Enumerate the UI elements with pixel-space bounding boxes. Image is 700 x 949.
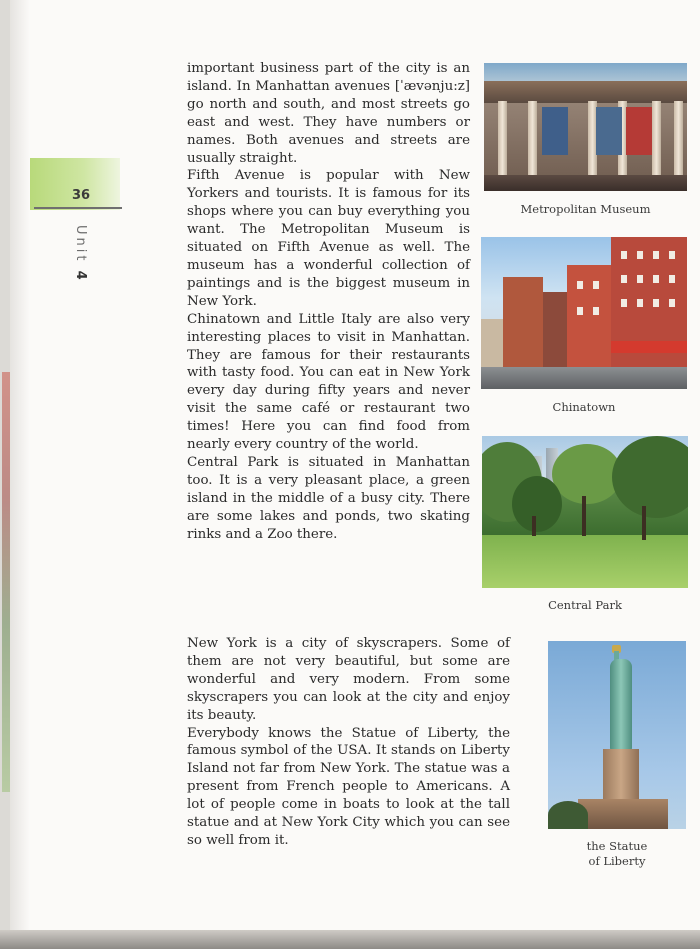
metropolitan-museum-caption: Metropolitan Museum — [520, 202, 651, 216]
paragraph-statue-of-liberty: Everybody knows the Statue of Liberty, the famous symbol of the USA. It stands on Liberty Island not far from New York. The statue was a present from French people to Americans. A lot of people come in boats to look at the tall statue and at New York City which you can see so well from it. — [187, 725, 510, 848]
paragraph-central-park: Central Park is situated in Manhattan too. It is a very pleasant place, a green island in the middle of a busy city. There are some lakes and ponds, two skating rinks and a Zoo there. — [187, 454, 470, 542]
edge-color-strip — [2, 372, 10, 792]
statue-of-liberty-photo — [548, 641, 686, 829]
metropolitan-museum-photo — [484, 63, 687, 191]
unit-word: Unit — [73, 225, 88, 264]
unit-number: 4 — [73, 270, 88, 283]
central-park-caption: Central Park — [548, 598, 622, 612]
statue-of-liberty-caption — [548, 839, 686, 869]
page-bottom-edge — [0, 930, 700, 949]
chinatown-caption: Chinatown — [552, 400, 616, 414]
tab-divider — [34, 207, 122, 209]
paragraph-skyscrapers: New York is a city of skyscrapers. Some of them are not very beautiful, but some are wonderful and very modern. From some skyscrapers you can look at the city and enjoy its beauty. — [187, 636, 510, 723]
paragraph-chinatown: Chinatown and Little Italy are also very interesting places to visit in Manhattan. They are famous for their restaurants with tasty food. You can eat in New York every day during fifty years and never visit the same café or restaurant two times! Here you can find food from nearly every country of the world. — [187, 311, 470, 453]
central-park-photo — [482, 436, 688, 588]
gutter-shadow — [10, 0, 30, 930]
paragraph-fifth-avenue: Fifth Avenue is popular with New Yorkers and tourists. It is famous for its shops where you can buy everything you want. The Metropolitan Museum is situated on Fifth Avenue as well. The museum has a wonderful collection of paintings and is the biggest museum in New York. — [187, 168, 470, 309]
main-text-wide — [187, 635, 510, 850]
liberty-caption-line-1: the Statue — [586, 839, 648, 853]
unit-label — [73, 225, 88, 283]
main-text-narrow — [187, 60, 470, 543]
page-number: 36 — [72, 188, 91, 203]
paragraph-manhattan: important business part of the city is an island. In Manhattan avenues [ˈævənju:z] go north and south, and most streets go east and west. They have numbers or names. Both avenues and streets are usually straight. — [187, 61, 470, 166]
liberty-caption-line-2: of Liberty — [588, 854, 646, 868]
chinatown-photo — [481, 237, 687, 389]
